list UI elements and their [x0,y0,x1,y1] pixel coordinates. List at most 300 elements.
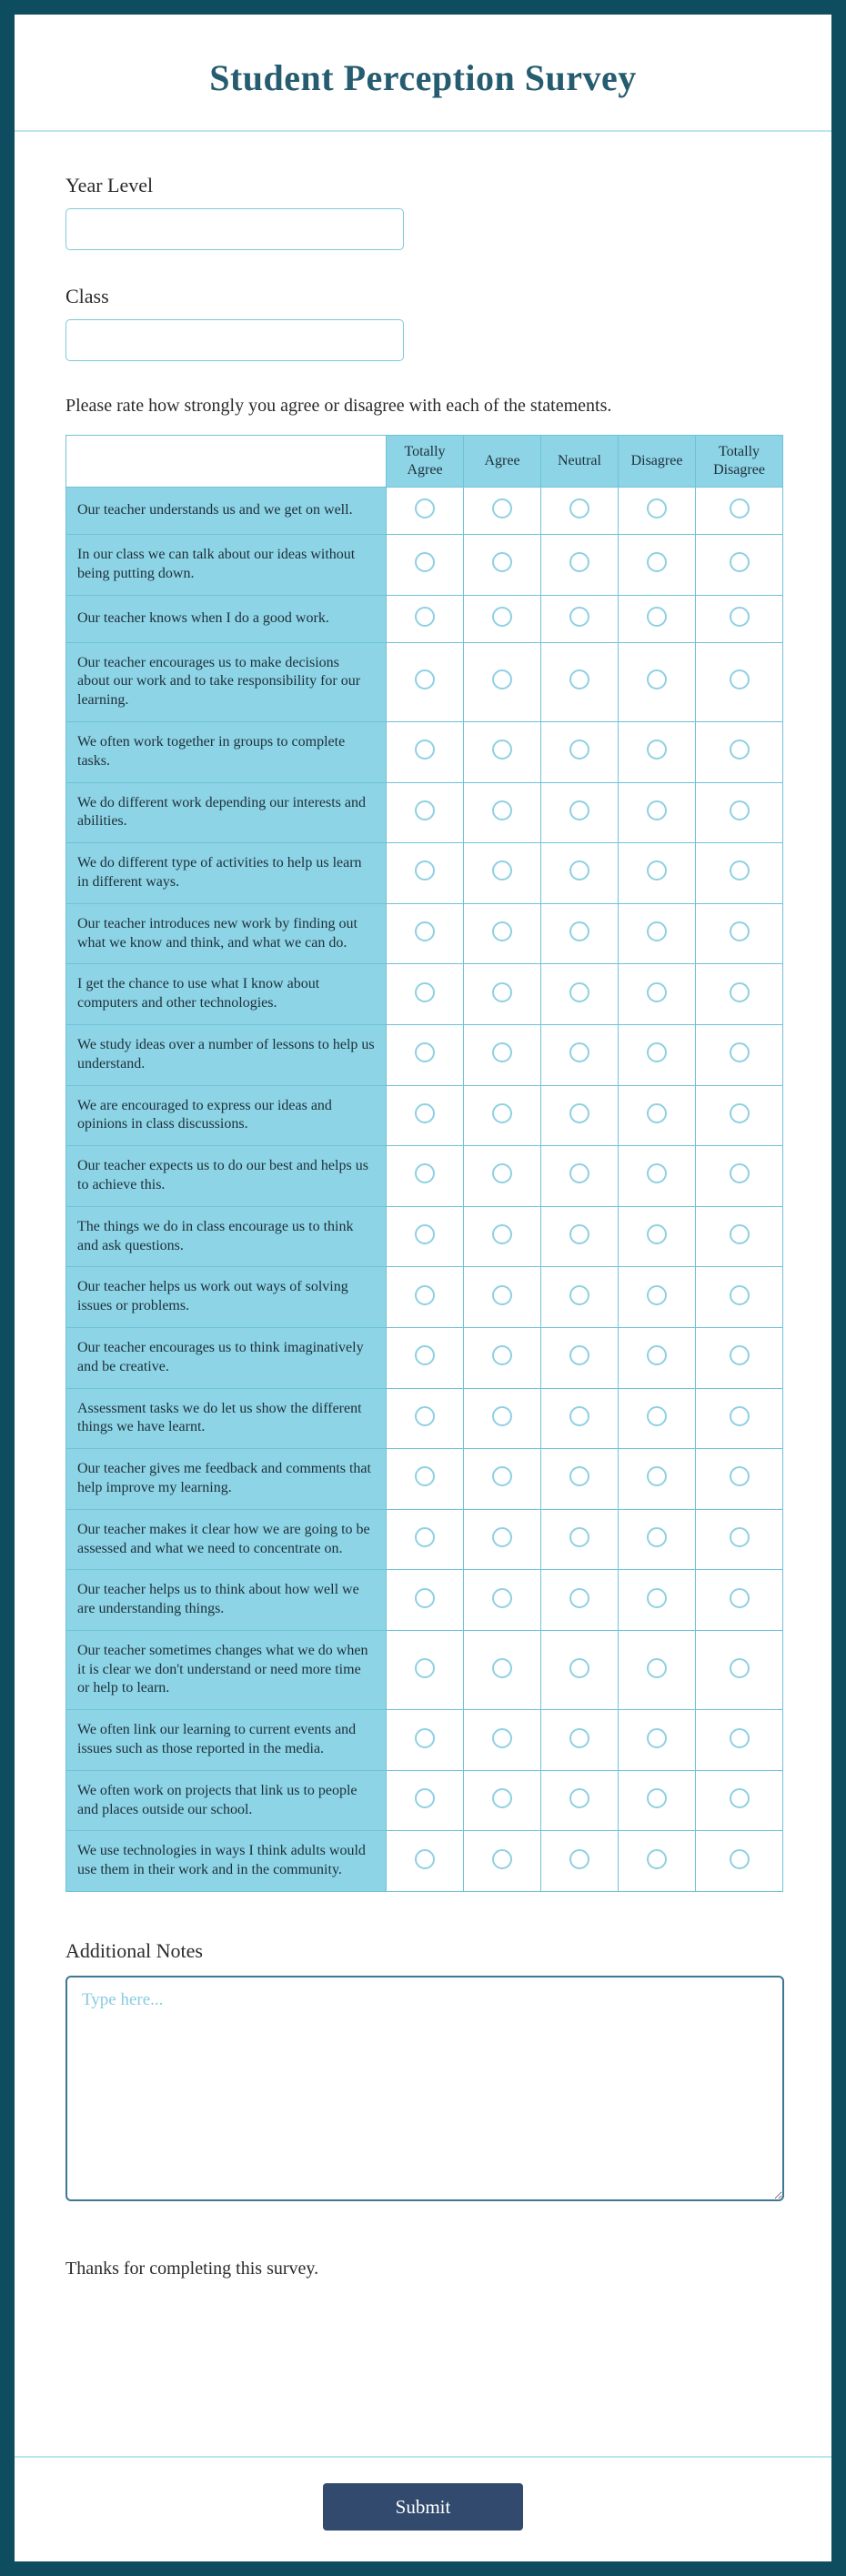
matrix-row-label: We study ideas over a number of lessons to help us understand. [66,1024,387,1085]
matrix-column-header: Disagree [619,436,696,488]
radio-button[interactable] [569,921,589,941]
radio-button[interactable] [569,1728,589,1748]
matrix-row-label: We often work on projects that link us to people and places outside our school. [66,1770,387,1831]
matrix-option-cell[interactable] [387,721,464,782]
radio-button[interactable] [569,1103,589,1123]
radio-button[interactable] [492,607,512,627]
radio-button[interactable] [415,552,435,572]
radio-button[interactable] [492,1224,512,1244]
radio-button[interactable] [730,1788,750,1808]
matrix-option-cell[interactable] [619,488,696,535]
matrix-prompt: Please rate how strongly you agree or disagree with each of the statements. [65,396,612,416]
matrix-option-cell[interactable] [464,535,541,596]
matrix-option-cell[interactable] [696,1206,783,1267]
matrix-option-cell[interactable] [619,964,696,1025]
radio-button[interactable] [415,1849,435,1869]
radio-button[interactable] [730,1042,750,1062]
matrix-option-cell[interactable] [464,1206,541,1267]
matrix-option-cell[interactable] [387,488,464,535]
matrix-option-cell[interactable] [696,843,783,904]
radio-button[interactable] [492,1527,512,1547]
matrix-option-cell[interactable] [696,721,783,782]
radio-button[interactable] [730,982,750,1002]
matrix-option-cell[interactable] [619,535,696,596]
radio-button[interactable] [415,1728,435,1748]
class-input[interactable] [65,319,404,361]
matrix-option-cell[interactable] [387,964,464,1025]
radio-button[interactable] [492,1588,512,1608]
radio-button[interactable] [730,1224,750,1244]
matrix-option-cell[interactable] [541,1630,619,1709]
matrix-option-cell[interactable] [619,782,696,843]
radio-button[interactable] [415,498,435,518]
additional-notes-field [65,1939,781,2206]
radio-button[interactable] [647,860,667,880]
matrix-option-cell[interactable] [619,721,696,782]
radio-button[interactable] [647,607,667,627]
matrix-option-cell[interactable] [696,1024,783,1085]
matrix-row-label: We often link our learning to current events and issues such as those reported in the media. [66,1710,387,1771]
matrix-option-cell[interactable] [464,1630,541,1709]
radio-button[interactable] [492,1658,512,1678]
additional-notes-label: Additional Notes [65,1939,203,1963]
matrix-row-label: Our teacher makes it clear how we are going to be assessed and what we need to concentrate on. [66,1509,387,1570]
year-level-input[interactable] [65,208,404,250]
matrix-option-cell[interactable] [619,642,696,721]
radio-button[interactable] [647,1163,667,1183]
matrix-row [66,642,783,721]
radio-button[interactable] [730,669,750,689]
matrix-corner-cell [66,436,387,488]
form-body [15,132,831,2456]
matrix-option-cell[interactable] [541,1024,619,1085]
matrix-option-cell[interactable] [696,903,783,964]
matrix-option-cell[interactable] [696,1327,783,1388]
radio-button[interactable] [415,1345,435,1365]
form-footer [15,2456,831,2561]
radio-button[interactable] [569,552,589,572]
matrix-option-cell[interactable] [464,1770,541,1831]
matrix-option-cell[interactable] [464,782,541,843]
radio-button[interactable] [647,1788,667,1808]
matrix-option-cell[interactable] [619,843,696,904]
radio-button[interactable] [569,1527,589,1547]
radio-button[interactable] [492,1285,512,1305]
matrix-option-cell[interactable] [464,1710,541,1771]
matrix-row [66,1570,783,1631]
radio-button[interactable] [415,1466,435,1486]
matrix-option-cell[interactable] [619,595,696,642]
radio-button[interactable] [415,1163,435,1183]
footer-actions [15,2458,831,2561]
matrix-option-cell[interactable] [619,1206,696,1267]
matrix-option-cell[interactable] [541,1388,619,1449]
radio-button[interactable] [492,1466,512,1486]
radio-button[interactable] [647,1728,667,1748]
matrix-option-cell[interactable] [464,1449,541,1510]
radio-button[interactable] [569,800,589,820]
matrix-option-cell[interactable] [541,488,619,535]
radio-button[interactable] [569,1788,589,1808]
radio-button[interactable] [730,1527,750,1547]
matrix-row-label: Our teacher introduces new work by finding out what we know and think, and what we can do. [66,903,387,964]
radio-button[interactable] [647,1588,667,1608]
matrix-row-label: We do different type of activities to help us learn in different ways. [66,843,387,904]
matrix-option-cell[interactable] [696,964,783,1025]
radio-button[interactable] [492,1103,512,1123]
radio-button[interactable] [569,1849,589,1869]
radio-button[interactable] [492,1345,512,1365]
matrix-option-cell[interactable] [387,782,464,843]
radio-button[interactable] [647,982,667,1002]
matrix-option-cell[interactable] [619,1710,696,1771]
matrix-option-cell[interactable] [464,1831,541,1892]
radio-button[interactable] [647,740,667,760]
matrix-option-cell[interactable] [696,1770,783,1831]
matrix-option-cell[interactable] [541,1831,619,1892]
submit-button[interactable]: Submit [323,2483,523,2531]
radio-button[interactable] [647,498,667,518]
matrix-option-cell[interactable] [696,1267,783,1328]
matrix-row [66,488,783,535]
radio-button[interactable] [730,1588,750,1608]
matrix-option-cell[interactable] [541,843,619,904]
matrix-row [66,721,783,782]
matrix-option-cell[interactable] [541,782,619,843]
radio-button[interactable] [415,669,435,689]
matrix-option-cell[interactable] [387,843,464,904]
radio-button[interactable] [492,1163,512,1183]
matrix-option-cell[interactable] [464,964,541,1025]
matrix-option-cell[interactable] [619,1831,696,1892]
matrix-option-cell[interactable] [696,595,783,642]
matrix-row-label: I get the chance to use what I know about computers and other technologies. [66,964,387,1025]
radio-button[interactable] [569,982,589,1002]
radio-button[interactable] [569,669,589,689]
matrix-column-header: Totally Agree [387,436,464,488]
radio-button[interactable] [647,1224,667,1244]
matrix-option-cell[interactable] [541,1710,619,1771]
matrix-row [66,782,783,843]
thanks-text: Thanks for completing this survey. [65,2259,319,2279]
matrix-option-cell[interactable] [619,1509,696,1570]
matrix-option-cell[interactable] [619,1327,696,1388]
matrix-row [66,903,783,964]
matrix-row [66,1710,783,1771]
matrix-row-label: Our teacher encourages us to make decisions about our work and to take responsibility for our learning. [66,642,387,721]
radio-button[interactable] [569,1466,589,1486]
matrix-row [66,1770,783,1831]
matrix-option-cell[interactable] [619,1449,696,1510]
matrix-option-cell[interactable] [541,1449,619,1510]
matrix-option-cell[interactable] [387,1085,464,1146]
radio-button[interactable] [730,498,750,518]
radio-button[interactable] [415,1658,435,1678]
radio-button[interactable] [492,552,512,572]
radio-button[interactable] [492,669,512,689]
radio-button[interactable] [647,1042,667,1062]
matrix-option-cell[interactable] [387,1570,464,1631]
radio-button[interactable] [730,1103,750,1123]
radio-button[interactable] [647,552,667,572]
radio-button[interactable] [569,1285,589,1305]
matrix-option-cell[interactable] [464,595,541,642]
radio-button[interactable] [492,740,512,760]
radio-button[interactable] [730,800,750,820]
matrix-option-cell[interactable] [541,595,619,642]
radio-button[interactable] [730,1285,750,1305]
radio-button[interactable] [415,1406,435,1426]
matrix-option-cell[interactable] [696,535,783,596]
radio-button[interactable] [647,1103,667,1123]
radio-button[interactable] [730,1849,750,1869]
matrix-option-cell[interactable] [696,1570,783,1631]
radio-button[interactable] [730,860,750,880]
matrix-row-label: Our teacher helps us to think about how well we are understanding things. [66,1570,387,1631]
radio-button[interactable] [492,921,512,941]
matrix-row-label: We use technologies in ways I think adults would use them in their work and in the community. [66,1831,387,1892]
matrix-row-label: Our teacher knows when I do a good work. [66,595,387,642]
matrix-row [66,535,783,596]
matrix-option-cell[interactable] [541,1146,619,1207]
matrix-option-cell[interactable] [464,488,541,535]
radio-button[interactable] [415,860,435,880]
radio-button[interactable] [492,498,512,518]
matrix-option-cell[interactable] [619,1630,696,1709]
matrix-option-cell[interactable] [696,1085,783,1146]
radio-button[interactable] [492,1728,512,1748]
matrix-option-cell[interactable] [541,1509,619,1570]
matrix-column-header: Agree [464,436,541,488]
matrix-option-cell[interactable] [541,721,619,782]
rating-matrix [65,435,783,1892]
matrix-option-cell[interactable] [464,721,541,782]
radio-button[interactable] [569,1658,589,1678]
matrix-option-cell[interactable] [387,1206,464,1267]
radio-button[interactable] [492,1406,512,1426]
matrix-option-cell[interactable] [696,1831,783,1892]
matrix-option-cell[interactable] [387,1267,464,1328]
year-level-label: Year Level [65,174,154,196]
matrix-option-cell[interactable] [387,1770,464,1831]
matrix-row-label: Our teacher understands us and we get on well. [66,488,387,535]
matrix-option-cell[interactable] [541,1327,619,1388]
matrix-option-cell[interactable] [696,1146,783,1207]
matrix-header-row [66,436,783,488]
matrix-option-cell[interactable] [541,1570,619,1631]
radio-button[interactable] [647,1466,667,1486]
matrix-row-label: Our teacher encourages us to think imaginatively and be creative. [66,1327,387,1388]
matrix-option-cell[interactable] [464,642,541,721]
matrix-option-cell[interactable] [387,1449,464,1510]
radio-button[interactable] [415,982,435,1002]
matrix-option-cell[interactable] [696,642,783,721]
matrix-option-cell[interactable] [619,1770,696,1831]
matrix-row [66,1267,783,1328]
matrix-row-label: Our teacher gives me feedback and comments that help improve my learning. [66,1449,387,1510]
radio-button[interactable] [415,1788,435,1808]
radio-button[interactable] [415,1042,435,1062]
radio-button[interactable] [415,800,435,820]
matrix-option-cell[interactable] [696,488,783,535]
radio-button[interactable] [569,1163,589,1183]
radio-button[interactable] [492,800,512,820]
matrix-option-cell[interactable] [696,1509,783,1570]
matrix-option-cell[interactable] [464,1509,541,1570]
radio-button[interactable] [492,1042,512,1062]
matrix-option-cell[interactable] [464,1327,541,1388]
matrix-option-cell[interactable] [619,1024,696,1085]
matrix-option-cell[interactable] [541,964,619,1025]
matrix-row [66,1327,783,1388]
radio-button[interactable] [415,1103,435,1123]
matrix-option-cell[interactable] [696,1710,783,1771]
matrix-option-cell[interactable] [387,1630,464,1709]
matrix-option-cell[interactable] [387,1388,464,1449]
matrix-column-header: Totally Disagree [696,436,783,488]
matrix-option-cell[interactable] [541,1267,619,1328]
radio-button[interactable] [569,498,589,518]
matrix-option-cell[interactable] [464,843,541,904]
matrix-option-cell[interactable] [541,1085,619,1146]
matrix-option-cell[interactable] [387,1024,464,1085]
matrix-row [66,1024,783,1085]
radio-button[interactable] [647,1285,667,1305]
matrix-row [66,1085,783,1146]
matrix-row [66,1449,783,1510]
radio-button[interactable] [647,800,667,820]
matrix-option-cell[interactable] [464,1388,541,1449]
radio-button[interactable] [415,1527,435,1547]
matrix-option-cell[interactable] [387,1146,464,1207]
matrix-row [66,1831,783,1892]
radio-button[interactable] [569,1406,589,1426]
radio-button[interactable] [569,1042,589,1062]
radio-button[interactable] [730,1658,750,1678]
matrix-row-label: In our class we can talk about our ideas without being putting down. [66,535,387,596]
matrix-row-label: Our teacher sometimes changes what we do when it is clear we don't understand or need more time or help to learn. [66,1630,387,1709]
matrix-row-label: The things we do in class encourage us to think and ask questions. [66,1206,387,1267]
matrix-row [66,1630,783,1709]
radio-button[interactable] [647,1527,667,1547]
matrix-row [66,1388,783,1449]
matrix-row-label: Our teacher expects us to do our best and helps us to achieve this. [66,1146,387,1207]
matrix-row-label: Our teacher helps us work out ways of solving issues or problems. [66,1267,387,1328]
matrix-option-cell[interactable] [619,903,696,964]
matrix-row [66,595,783,642]
matrix-option-cell[interactable] [464,1146,541,1207]
matrix-row [66,843,783,904]
matrix-option-cell[interactable] [387,535,464,596]
radio-button[interactable] [730,1345,750,1365]
matrix-row [66,1206,783,1267]
matrix-option-cell[interactable] [464,903,541,964]
matrix-option-cell[interactable] [541,903,619,964]
matrix-option-cell[interactable] [541,642,619,721]
class-field [65,285,781,361]
radio-button[interactable] [647,1658,667,1678]
matrix-row [66,1146,783,1207]
radio-button[interactable] [569,1345,589,1365]
radio-button[interactable] [415,1224,435,1244]
matrix-option-cell[interactable] [387,595,464,642]
radio-button[interactable] [730,607,750,627]
radio-button[interactable] [569,1588,589,1608]
radio-button[interactable] [730,1728,750,1748]
matrix-option-cell[interactable] [387,1327,464,1388]
radio-button[interactable] [569,740,589,760]
radio-button[interactable] [730,552,750,572]
radio-button[interactable] [647,1345,667,1365]
radio-button[interactable] [415,1588,435,1608]
matrix-option-cell[interactable] [696,1388,783,1449]
radio-button[interactable] [415,921,435,941]
radio-button[interactable] [730,921,750,941]
matrix-row [66,964,783,1025]
matrix-option-cell[interactable] [619,1388,696,1449]
matrix-option-cell[interactable] [464,1570,541,1631]
radio-button[interactable] [492,860,512,880]
radio-button[interactable] [415,1285,435,1305]
matrix-column-header: Neutral [541,436,619,488]
matrix-option-cell[interactable] [619,1085,696,1146]
radio-button[interactable] [492,1849,512,1869]
radio-button[interactable] [730,1466,750,1486]
matrix-option-cell[interactable] [387,1831,464,1892]
matrix-option-cell[interactable] [387,642,464,721]
matrix-row-label: We do different work depending our interests and abilities. [66,782,387,843]
matrix-row-label: Assessment tasks we do let us show the different things we have learnt. [66,1388,387,1449]
form-header [15,15,831,130]
matrix-option-cell[interactable] [619,1267,696,1328]
radio-button[interactable] [730,740,750,760]
radio-button[interactable] [647,669,667,689]
radio-button[interactable] [730,1406,750,1426]
matrix-option-cell[interactable] [464,1024,541,1085]
matrix-option-cell[interactable] [696,1630,783,1709]
radio-button[interactable] [647,921,667,941]
matrix-option-cell[interactable] [387,903,464,964]
matrix-option-cell[interactable] [619,1146,696,1207]
matrix-option-cell[interactable] [464,1085,541,1146]
matrix-option-cell[interactable] [541,1770,619,1831]
matrix-option-cell[interactable] [696,1449,783,1510]
radio-button[interactable] [569,1224,589,1244]
radio-button[interactable] [569,860,589,880]
matrix-body [66,488,783,1892]
radio-button[interactable] [415,740,435,760]
radio-button[interactable] [569,607,589,627]
matrix-option-cell[interactable] [387,1509,464,1570]
matrix-option-cell[interactable] [464,1267,541,1328]
radio-button[interactable] [415,607,435,627]
additional-notes-textarea[interactable] [65,1976,784,2201]
matrix-row-label: We often work together in groups to complete tasks. [66,721,387,782]
matrix-option-cell[interactable] [696,782,783,843]
matrix-option-cell[interactable] [541,535,619,596]
radio-button[interactable] [647,1406,667,1426]
matrix-option-cell[interactable] [541,1206,619,1267]
class-label: Class [65,285,109,307]
radio-button[interactable] [492,982,512,1002]
radio-button[interactable] [647,1849,667,1869]
matrix-option-cell[interactable] [387,1710,464,1771]
radio-button[interactable] [730,1163,750,1183]
matrix-option-cell[interactable] [619,1570,696,1631]
radio-button[interactable] [492,1788,512,1808]
page-title: Student Perception Survey [209,57,637,98]
matrix-row-label: We are encouraged to express our ideas and opinions in class discussions. [66,1085,387,1146]
